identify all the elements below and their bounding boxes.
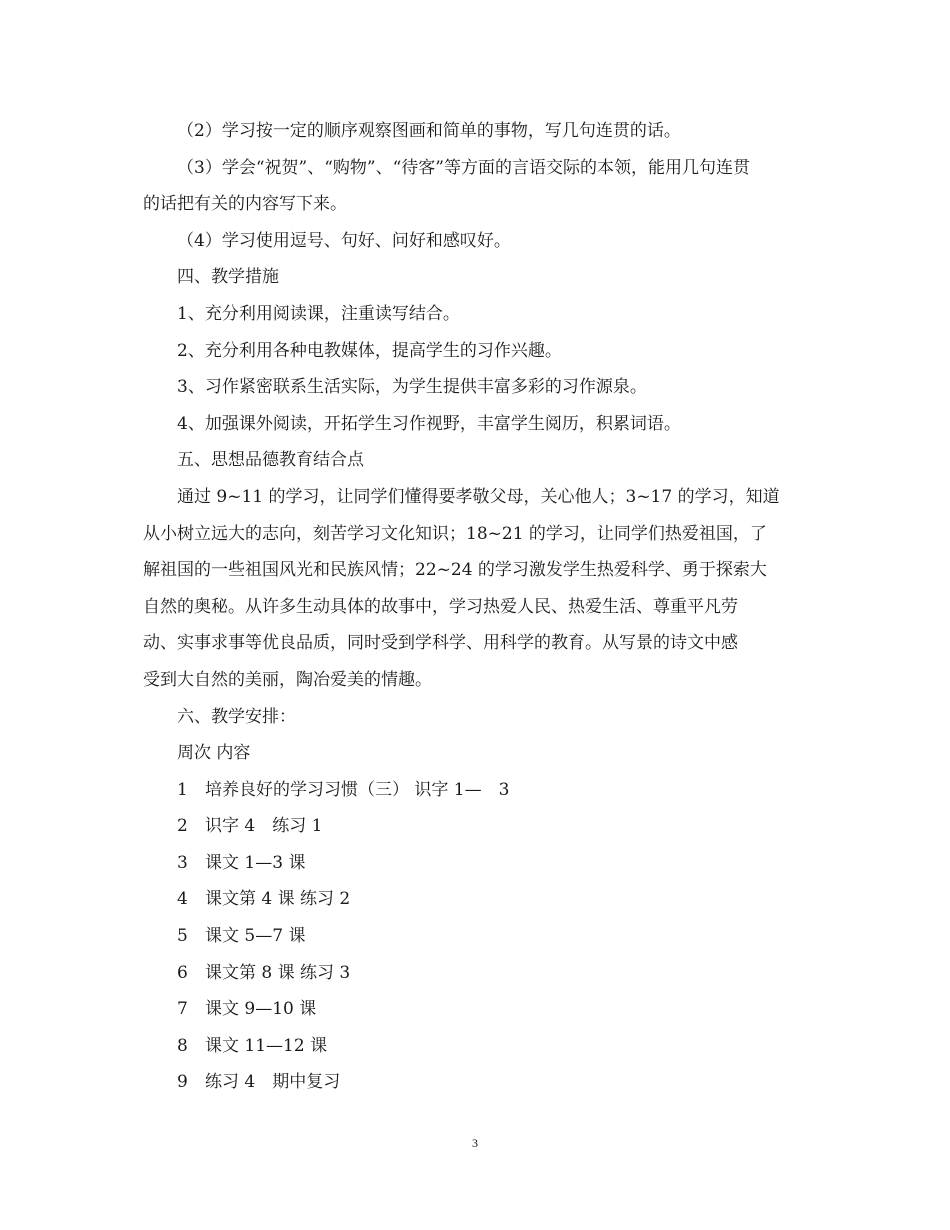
text-line: 4、加强课外阅读，开拓学生习作视野，丰富学生阅历，积累词语。 [177, 413, 681, 434]
text-line: 从小树立远大的志向，刻苦学习文化知识；18~21 的学习，让同学们热爱祖国，了 [143, 523, 767, 544]
schedule-week: 3 [177, 852, 188, 873]
text-line: 的话把有关的内容写下来。 [143, 194, 347, 215]
text-line: （4）学习使用逗号、句好、问好和感叹好。 [177, 230, 511, 251]
text-line: 五、思想品德教育结合点 [177, 450, 364, 471]
schedule-row [143, 845, 808, 882]
schedule-week: 1 [177, 779, 188, 800]
schedule-content: 课文 11—12 课 [205, 1035, 328, 1056]
page-number: 3 [472, 1136, 478, 1150]
schedule-row [143, 918, 808, 955]
document-body [143, 113, 808, 1101]
schedule-row [143, 881, 808, 918]
schedule-row [143, 772, 808, 809]
schedule-content: 课文第 8 课 练习 3 [205, 962, 351, 983]
text-line: 自然的奥秘。从许多生动具体的故事中，学习热爱人民、热爱生活、尊重平凡劳 [143, 596, 738, 617]
schedule-week: 7 [177, 999, 188, 1020]
text-line: 六、教学安排： [177, 706, 296, 727]
schedule-row [143, 955, 808, 992]
schedule-week: 2 [177, 816, 188, 837]
schedule-row [143, 991, 808, 1028]
schedule-row [143, 1064, 808, 1101]
schedule-week: 6 [177, 962, 188, 983]
text-line: 通过 9~11 的学习，让同学们懂得要孝敬父母，关心他人；3~17 的学习，知道 [177, 486, 780, 507]
text-line: 动、实事求事等优良品质，同时受到学科学、用科学的教育。从写景的诗文中感 [143, 633, 738, 654]
schedule-content: 课文 9—10 课 [205, 999, 317, 1020]
schedule-content: 识字 4 练习 1 [205, 816, 323, 837]
text-line: 受到大自然的美丽，陶冶爱美的情趣。 [143, 669, 432, 690]
schedule-content: 课文 1—3 课 [205, 852, 306, 873]
text-line: （3）学会“祝贺”、“购物”、“待客”等方面的言语交际的本领，能用几句连贯 [177, 157, 750, 178]
text-line: 四、教学措施 [177, 267, 279, 288]
schedule-list [143, 772, 808, 1101]
text-line: 解祖国的一些祖国风光和民族风情；22~24 的学习激发学生热爱科学、勇于探索大 [143, 560, 767, 581]
schedule-week: 8 [177, 1035, 188, 1056]
schedule-row [143, 808, 808, 845]
schedule-content: 课文 5—7 课 [205, 926, 306, 947]
schedule-content: 练习 4 期中复习 [205, 1072, 341, 1093]
schedule-content: 培养良好的学习习惯（三） 识字 1— 3 [205, 779, 510, 800]
schedule-week: 9 [177, 1072, 188, 1093]
text-line: 3、习作紧密联系生活实际，为学生提供丰富多彩的习作源泉。 [177, 377, 647, 398]
paragraph-block [143, 113, 808, 772]
schedule-content: 课文第 4 课 练习 2 [205, 889, 351, 910]
schedule-week: 5 [177, 926, 188, 947]
text-line: 1、充分利用阅读课，注重读写结合。 [177, 303, 460, 324]
text-line: 2、充分利用各种电教媒体，提高学生的习作兴趣。 [177, 340, 562, 361]
schedule-week: 4 [177, 889, 188, 910]
text-line: 周次 内容 [177, 743, 251, 764]
schedule-row [143, 1028, 808, 1065]
text-line: （2）学习按一定的顺序观察图画和简单的事物，写几句连贯的话。 [177, 121, 681, 141]
